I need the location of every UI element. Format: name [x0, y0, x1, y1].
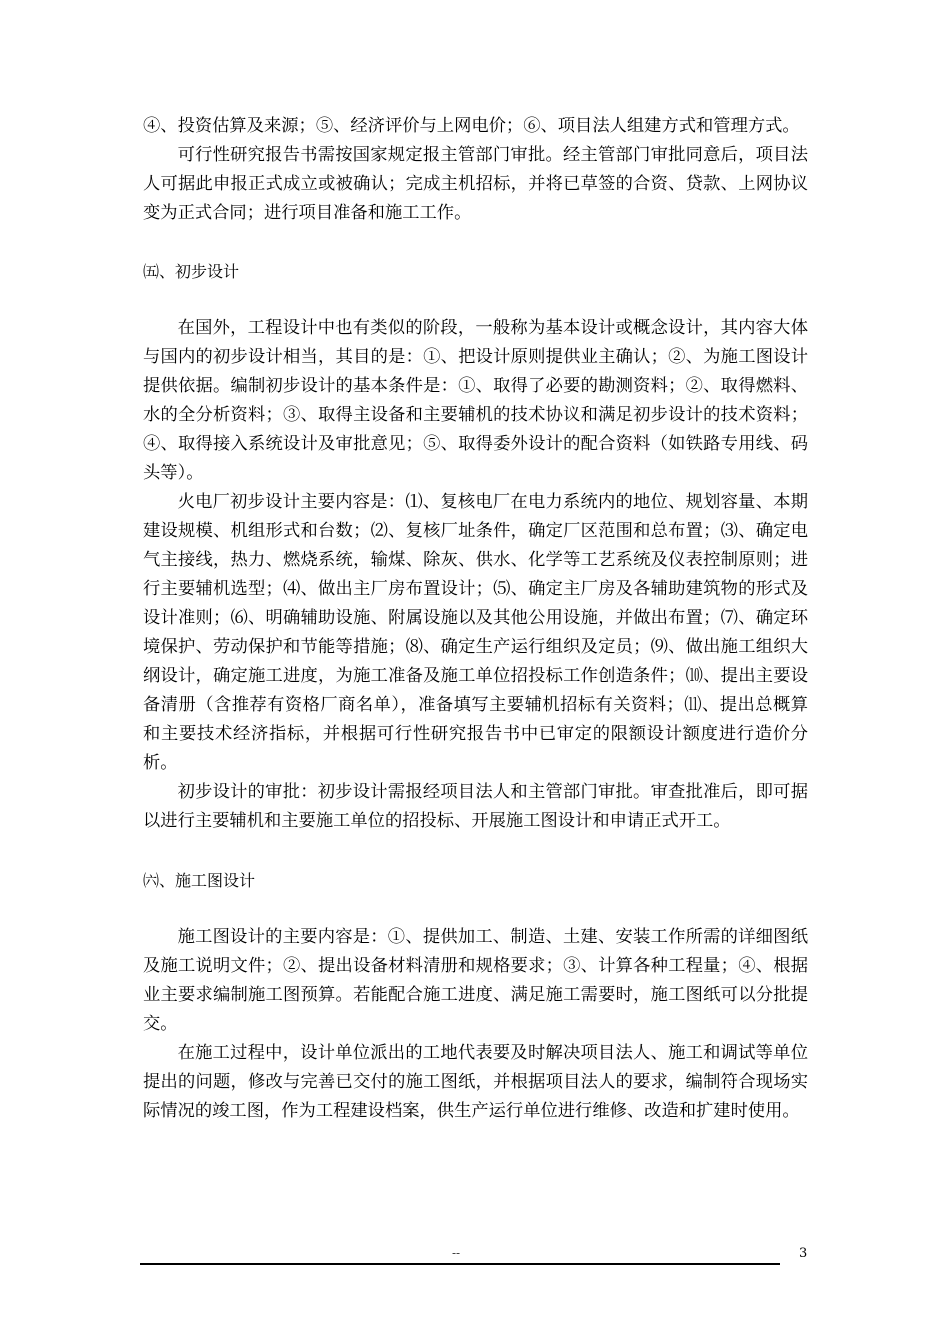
spacer [143, 286, 808, 314]
paragraph-site-representative: 在施工过程中，设计单位派出的工地代表要及时解决项目法人、施工和调试等单位提出的问题，修改与完善已交付的施工图纸，并根据项目法人的要求，编制符合现场实际情况的竣工图，作为工程建设档案，供生产运行单位进行维修、改造和扩建时使用。 [143, 1043, 808, 1121]
footer-mark: -- [452, 1246, 461, 1260]
page-body [143, 112, 808, 1126]
footer-divider [140, 1263, 780, 1265]
paragraph-investment-items: ④、投资估算及来源；⑤、经济评价与上网电价；⑥、项目法人组建方式和管理方式。 [143, 116, 800, 136]
paragraph-foreign-basic-design: 在国外，工程设计中也有类似的阶段，一般称为基本设计或概念设计，其内容大体与国内的初步设计相当，其目的是：①、把设计原则提供业主确认；②、为施工图设计提供依据。编制初步设计的基本条件是：①、取得了必要的勘测资料；②、取得燃料、水的全分析资料；③、取得主设备和主要辅机的技术协议和满足初步设计的技术资料；④、取得接入系统设计及审批意见；⑤、取得委外设计的配合资料（如铁路专用线、码头等）。 [143, 318, 808, 483]
section-heading-preliminary-design: ㈤、初步设计 [143, 262, 240, 281]
spacer [143, 836, 808, 866]
page-number: 3 [799, 1246, 808, 1261]
spacer [143, 895, 808, 923]
section-heading-construction-drawing-design: ㈥、施工图设计 [143, 871, 256, 890]
paragraph-construction-drawing-contents: 施工图设计的主要内容是：①、提供加工、制造、土建、安装工作所需的详细图纸及施工说明文件；②、提出设备材料清册和规格要求；③、计算各种工程量；④、根据业主要求编制施工图预算。若能配合施工进度、满足施工需要时，施工图纸可以分批提交。 [143, 927, 808, 1034]
spacer [143, 228, 808, 257]
paragraph-preliminary-design-approval: 初步设计的审批：初步设计需报经项目法人和主管部门审批。审查批准后，即可据以进行主要辅机和主要施工单位的招投标、开展施工图设计和申请正式开工。 [143, 782, 808, 831]
paragraph-feasibility-approval: 可行性研究报告书需按国家规定报主管部门审批。经主管部门审批同意后，项目法人可据此申报正式成立或被确认；完成主机招标，并将已草签的合资、贷款、上网协议变为正式合同；进行项目准备和施工工作。 [143, 145, 808, 223]
paragraph-preliminary-design-contents: 火电厂初步设计主要内容是：⑴、复核电厂在电力系统内的地位、规划容量、本期建设规模、机组形式和台数；⑵、复核厂址条件，确定厂区范围和总布置；⑶、确定电气主接线，热力、燃烧系统，输煤、除灰、供水、化学等工艺系统及仪表控制原则；进行主要辅机选型；⑷、做出主厂房布置设计；⑸、确定主厂房及各辅助建筑物的形式及设计准则；⑹、明确辅助设施、附属设施以及其他公用设施，并做出布置；⑺、确定环境保护、劳动保护和节能等措施；⑻、确定生产运行组织及定员；⑼、做出施工组织大纲设计，确定施工进度，为施工准备及施工单位招投标工作创造条件；⑽、提出主要设备清册（含推荐有资格厂商名单），准备填写主要辅机招标有关资料；⑾、提出总概算和主要技术经济指标，并根据可行性研究报告书中已审定的限额设计额度进行造价分析。 [143, 492, 808, 773]
